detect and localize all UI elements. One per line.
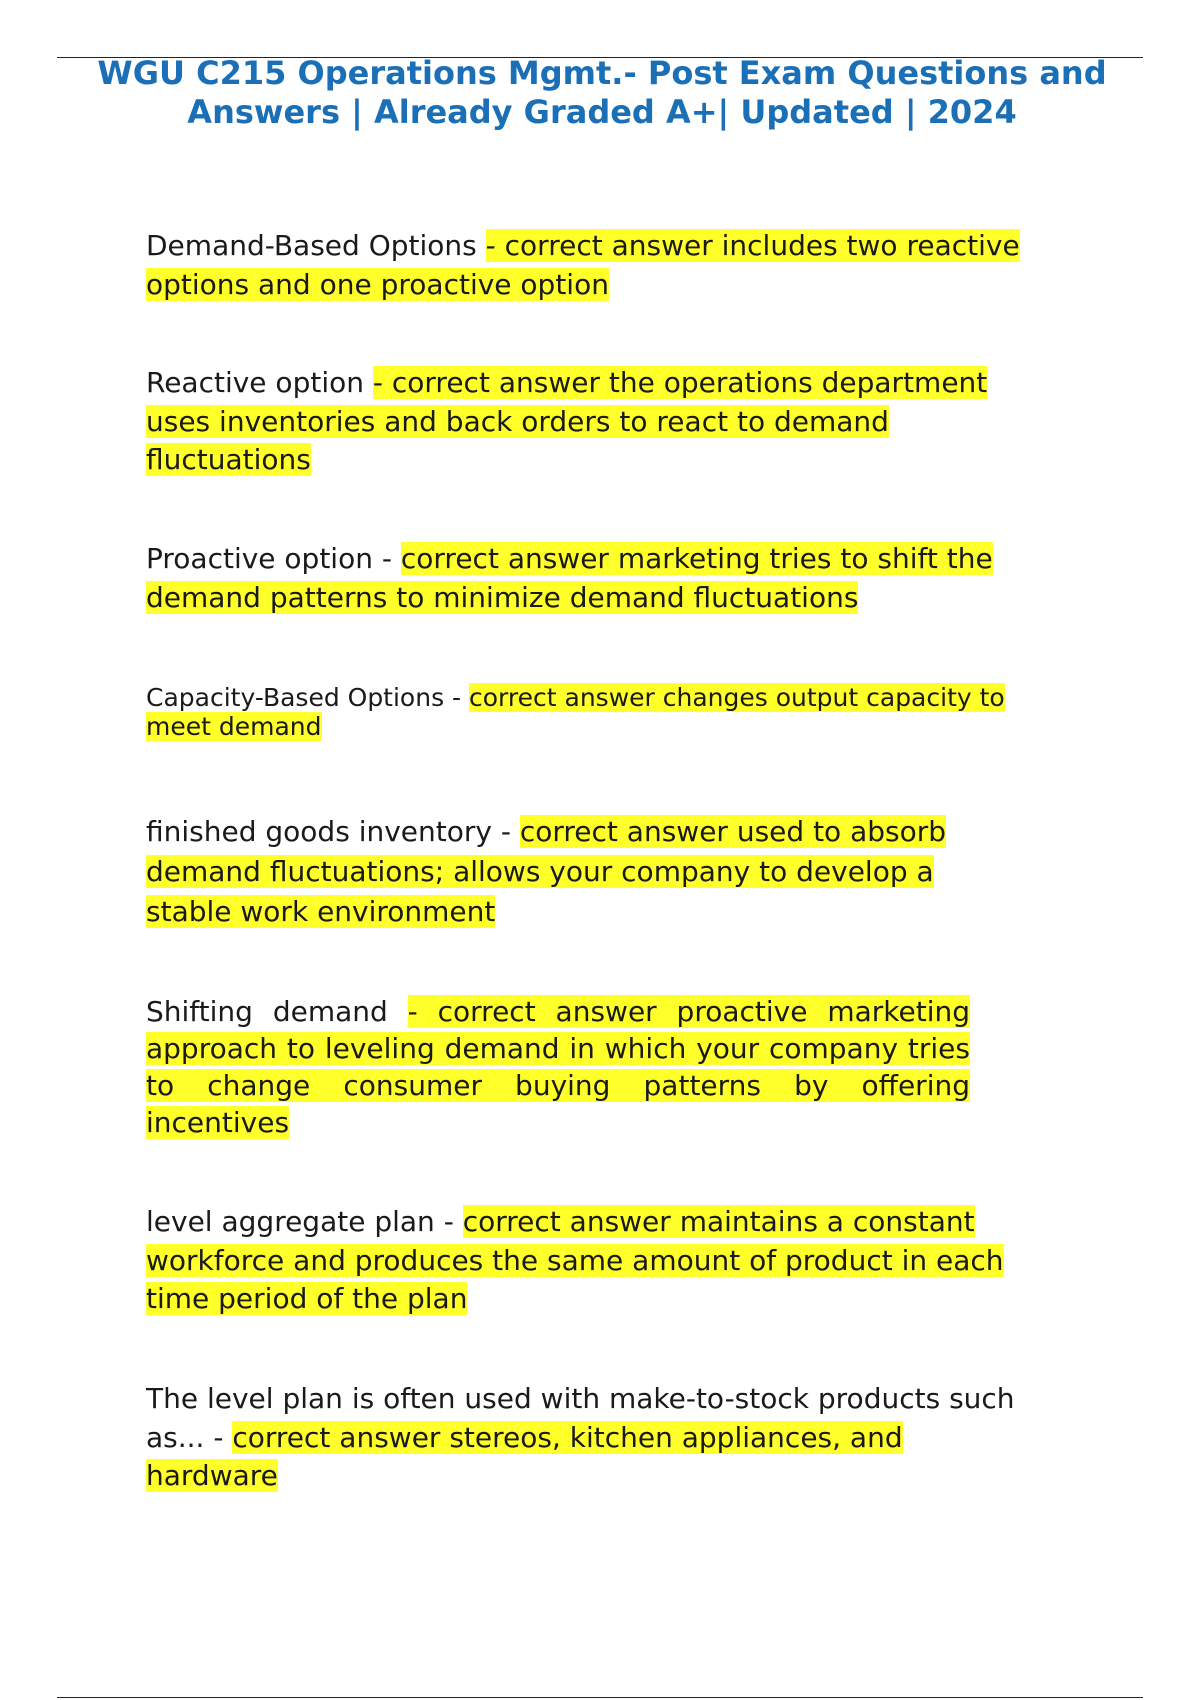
qa-answer: correct answer marketing tries to shift the demand patterns to minimize demand fluctuations <box>146 542 993 614</box>
qa-item-shifting-demand <box>146 993 970 1141</box>
qa-term: Capacity-Based Options - <box>146 683 470 712</box>
qa-item-capacity-based-options <box>146 683 1046 741</box>
qa-item-level-aggregate-plan <box>146 1203 1026 1319</box>
qa-term: Proactive option - <box>146 542 401 575</box>
qa-answer: - correct answer proactive marketing approach to leveling demand in which your company tries to change consumer buying patterns by offering incentives <box>146 995 971 1139</box>
qa-item-finished-goods-inventory <box>146 812 1026 932</box>
qa-term: finished goods inventory - <box>146 815 520 848</box>
bottom-rule <box>57 1697 1143 1698</box>
qa-answer: - correct answer includes two reactive options and one proactive option <box>146 229 1020 301</box>
document-title-line-1: WGU C215 Operations Mgmt.- Post Exam Questions and <box>97 54 1107 92</box>
qa-item-proactive-option <box>146 540 1026 617</box>
document-title-line-2: Answers | Already Graded A+| Updated | 2024 <box>187 93 1017 131</box>
qa-term: Demand-Based Options <box>146 229 486 262</box>
qa-answer: - correct answer the operations department uses inventories and back orders to react to demand fluctuations <box>146 366 988 476</box>
qa-answer: correct answer changes output capacity to meet demand <box>146 683 1005 741</box>
qa-item-demand-based-options <box>146 227 1026 304</box>
qa-answer: correct answer used to absorb demand fluctuations; allows your company to develop a stable work environment <box>146 815 947 928</box>
qa-answer: correct answer maintains a constant workforce and produces the same amount of product in each time period of the plan <box>146 1205 1004 1315</box>
qa-term: Reactive option <box>146 366 373 399</box>
qa-item-level-plan-products <box>146 1380 1026 1496</box>
qa-answer: correct answer stereos, kitchen appliances, and hardware <box>146 1420 903 1492</box>
document-title <box>57 54 1147 132</box>
qa-item-reactive-option <box>146 364 1026 480</box>
qa-term: Shifting demand <box>146 995 408 1028</box>
qa-term: level aggregate plan - <box>146 1205 463 1238</box>
qa-term: The level plan is often used with make-to-stock products such as... - <box>146 1382 1015 1454</box>
